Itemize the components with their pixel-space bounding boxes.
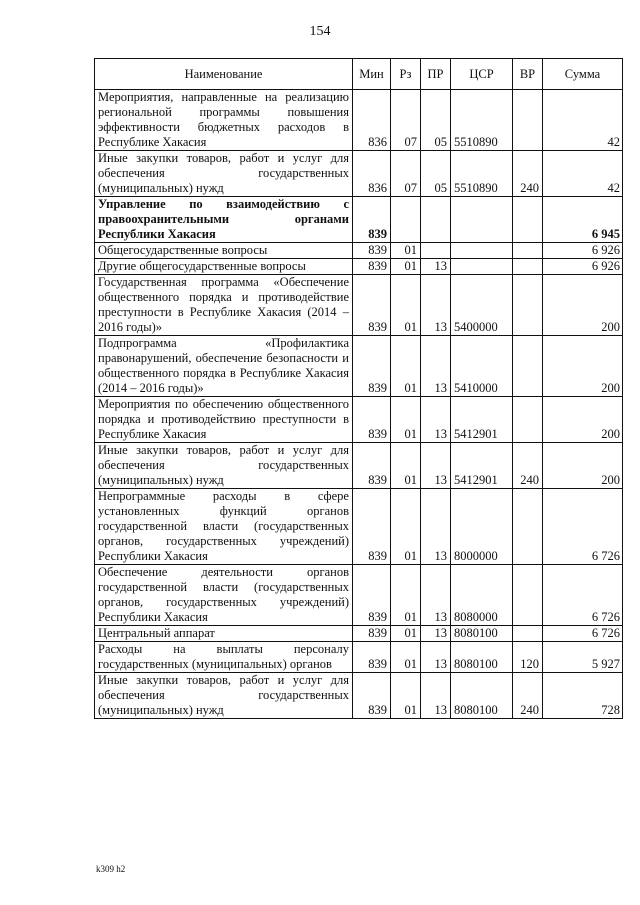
row-rz [391, 197, 421, 243]
row-sum: 200 [543, 397, 623, 443]
row-pr: 05 [421, 151, 451, 197]
table-header-row [95, 59, 623, 90]
row-min: 839 [353, 673, 391, 719]
row-min: 836 [353, 90, 391, 151]
row-rz: 01 [391, 443, 421, 489]
row-sum: 200 [543, 336, 623, 397]
table-row [95, 243, 623, 259]
row-vr: 120 [513, 642, 543, 673]
row-sum: 200 [543, 275, 623, 336]
header-rz: Рз [391, 59, 421, 90]
row-pr: 05 [421, 90, 451, 151]
row-min: 839 [353, 489, 391, 565]
row-name: Иные закупки товаров, работ и услуг для обеспечения государственных (муниципальных) нужд [95, 443, 353, 489]
table-row [95, 197, 623, 243]
table-row [95, 626, 623, 642]
header-pr: ПР [421, 59, 451, 90]
row-pr: 13 [421, 489, 451, 565]
row-rz: 01 [391, 336, 421, 397]
row-csr: 5400000 [451, 275, 513, 336]
row-min: 836 [353, 151, 391, 197]
row-sum: 6 726 [543, 489, 623, 565]
row-min: 839 [353, 243, 391, 259]
row-vr [513, 626, 543, 642]
footer-code: k309 h2 [96, 864, 126, 874]
row-min: 839 [353, 275, 391, 336]
row-pr: 13 [421, 673, 451, 719]
row-csr [451, 259, 513, 275]
row-sum: 42 [543, 90, 623, 151]
row-vr [513, 243, 543, 259]
row-name: Общегосударственные вопросы [95, 243, 353, 259]
row-name: Непрограммные расходы в сфере установленных функций органов государственной власти (государственных органов, государственных учреждений) Республики Хакасия [95, 489, 353, 565]
row-sum: 42 [543, 151, 623, 197]
row-sum: 200 [543, 443, 623, 489]
header-name: Наименование [95, 59, 353, 90]
row-rz: 07 [391, 90, 421, 151]
row-vr [513, 275, 543, 336]
row-vr [513, 336, 543, 397]
row-name: Государственная программа «Обеспечение общественного порядка и противодействие преступности в Республике Хакасия (2014 – 2016 годы)» [95, 275, 353, 336]
row-vr: 240 [513, 673, 543, 719]
table-row [95, 565, 623, 626]
row-vr [513, 489, 543, 565]
table-row [95, 151, 623, 197]
row-sum: 6 926 [543, 243, 623, 259]
row-rz: 01 [391, 673, 421, 719]
header-min: Мин [353, 59, 391, 90]
row-rz: 01 [391, 626, 421, 642]
row-rz: 01 [391, 642, 421, 673]
row-pr: 13 [421, 397, 451, 443]
row-pr [421, 197, 451, 243]
row-csr: 5412901 [451, 443, 513, 489]
row-pr: 13 [421, 565, 451, 626]
row-csr: 5412901 [451, 397, 513, 443]
row-name: Другие общегосударственные вопросы [95, 259, 353, 275]
page-number: 154 [309, 24, 331, 39]
table-row [95, 275, 623, 336]
table-row [95, 336, 623, 397]
row-pr: 13 [421, 642, 451, 673]
row-rz: 01 [391, 565, 421, 626]
row-vr [513, 397, 543, 443]
row-csr: 8080100 [451, 673, 513, 719]
table-row [95, 397, 623, 443]
row-name: Иные закупки товаров, работ и услуг для обеспечения государственных (муниципальных) нужд [95, 673, 353, 719]
row-pr: 13 [421, 275, 451, 336]
header-vr: ВР [513, 59, 543, 90]
row-min: 839 [353, 259, 391, 275]
row-pr [421, 243, 451, 259]
row-csr [451, 243, 513, 259]
row-csr: 5410000 [451, 336, 513, 397]
row-vr [513, 259, 543, 275]
table-row [95, 443, 623, 489]
row-sum: 6 726 [543, 626, 623, 642]
table-row [95, 90, 623, 151]
row-min: 839 [353, 397, 391, 443]
table-row [95, 673, 623, 719]
row-vr: 240 [513, 151, 543, 197]
row-csr: 8080000 [451, 565, 513, 626]
row-name: Мероприятия по обеспечению общественного порядка и противодействию преступности в Республике Хакасия [95, 397, 353, 443]
row-min: 839 [353, 626, 391, 642]
row-csr: 5510890 [451, 90, 513, 151]
row-name: Управление по взаимодействию с правоохранительными органами Республики Хакасия [95, 197, 353, 243]
row-pr: 13 [421, 626, 451, 642]
row-csr: 8080100 [451, 626, 513, 642]
row-min: 839 [353, 197, 391, 243]
row-sum: 6 726 [543, 565, 623, 626]
row-rz: 01 [391, 243, 421, 259]
row-csr: 5510890 [451, 151, 513, 197]
row-pr: 13 [421, 259, 451, 275]
row-name: Подпрограмма «Профилактика правонарушений, обеспечение безопасности и общественного порядка в Республике Хакасия (2014 – 2016 годы)» [95, 336, 353, 397]
row-min: 839 [353, 443, 391, 489]
row-name: Иные закупки товаров, работ и услуг для обеспечения государственных (муниципальных) нужд [95, 151, 353, 197]
row-min: 839 [353, 336, 391, 397]
row-pr: 13 [421, 443, 451, 489]
row-rz: 07 [391, 151, 421, 197]
row-name: Обеспечение деятельности органов государственной власти (государственных органов, государственных учреждений) Республики Хакасия [95, 565, 353, 626]
row-rz: 01 [391, 397, 421, 443]
row-name: Мероприятия, направленные на реализацию региональной программы повышения эффективности бюджетных расходов в Республике Хакасия [95, 90, 353, 151]
row-min: 839 [353, 642, 391, 673]
row-rz: 01 [391, 489, 421, 565]
row-vr [513, 565, 543, 626]
table-row [95, 259, 623, 275]
table-row [95, 642, 623, 673]
row-sum: 728 [543, 673, 623, 719]
row-csr [451, 197, 513, 243]
row-min: 839 [353, 565, 391, 626]
row-name: Центральный аппарат [95, 626, 353, 642]
row-vr [513, 197, 543, 243]
row-csr: 8000000 [451, 489, 513, 565]
row-rz: 01 [391, 275, 421, 336]
row-name: Расходы на выплаты персоналу государственных (муниципальных) органов [95, 642, 353, 673]
row-vr: 240 [513, 443, 543, 489]
budget-table [94, 58, 623, 719]
row-csr: 8080100 [451, 642, 513, 673]
header-csr: ЦСР [451, 59, 513, 90]
row-rz: 01 [391, 259, 421, 275]
row-vr [513, 90, 543, 151]
row-pr: 13 [421, 336, 451, 397]
table-row [95, 489, 623, 565]
row-sum: 6 945 [543, 197, 623, 243]
row-sum: 5 927 [543, 642, 623, 673]
header-sum: Сумма [543, 59, 623, 90]
row-sum: 6 926 [543, 259, 623, 275]
